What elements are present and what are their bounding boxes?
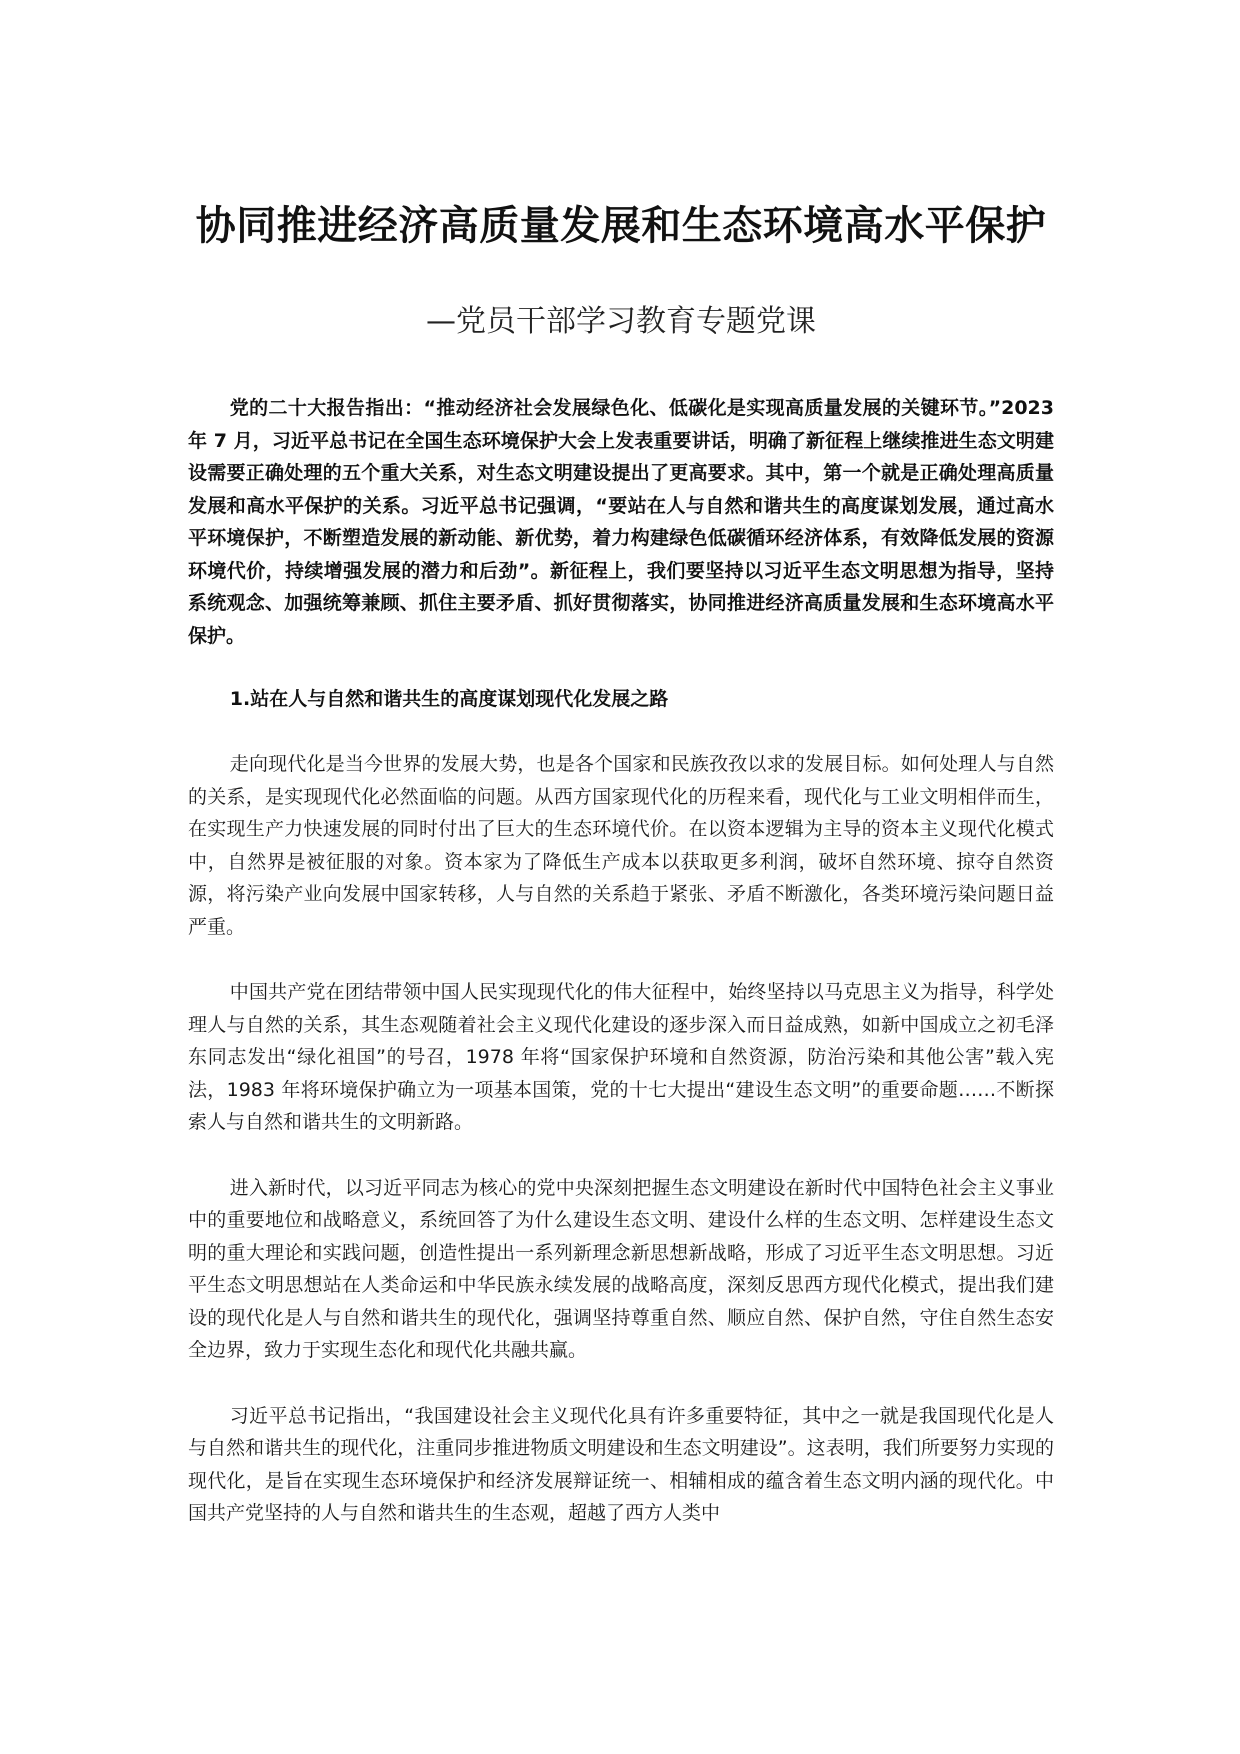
lead-paragraph: 党的二十大报告指出：“推动经济社会发展绿色化、低碳化是实现高质量发展的关键环节。”2023 年 7 月，习近平总书记在全国生态环境保护大会上发表重要讲话，明确了新征程上继续推进生态文明建设需要正确处理的五个重大关系，对生态文明建设提出了更高要求。其中，第一个就是正确处理高质量发展和高水平保护的关系。习近平总书记强调，“要站在人与自然和谐共生的高度谋划发展，通过高水平环境保护，不断塑造发展的新动能、新优势，着力构建绿色低碳循环经济体系，有效降低发展的资源环境代价，持续增强发展的潜力和后劲”。新征程上，我们要坚持以习近平生态文明思想为指导，坚持系统观念、加强统筹兼顾、抓住主要矛盾、抓好贯彻落实，协同推进经济高质量发展和生态环境高水平保护。 <box>188 397 1054 647</box>
body-paragraph-2: 中国共产党在团结带领中国人民实现现代化的伟大征程中，始终坚持以马克思主义为指导，科学处理人与自然的关系，其生态观随着社会主义现代化建设的逐步深入而日益成熟，如新中国成立之初毛泽东同志发出“绿化祖国”的号召，1978 年将“国家保护环境和自然资源，防治污染和其他公害”载入宪法，1983 年将环境保护确立为一项基本国策，党的十七大提出“建设生态文明”的重要命题……不断探索人与自然和谐共生的文明新路。 <box>188 981 1054 1133</box>
document-title: 协同推进经济高质量发展和生态环境高水平保护 <box>195 203 1047 249</box>
body-paragraph-1: 走向现代化是当今世界的发展大势，也是各个国家和民族孜孜以求的发展目标。如何处理人与自然的关系，是实现现代化必然面临的问题。从西方国家现代化的历程来看，现代化与工业文明相伴而生，在实现生产力快速发展的同时付出了巨大的生态环境代价。在以资本逻辑为主导的资本主义现代化模式中，自然界是被征服的对象。资本家为了降低生产成本以获取更多利润，破坏自然环境、掠夺自然资源，将污染产业向发展中国家转移，人与自然的关系趋于紧张、矛盾不断激化，各类环境污染问题日益严重。 <box>188 753 1054 938</box>
body-paragraph-4: 习近平总书记指出，“我国建设社会主义现代化具有许多重要特征，其中之一就是我国现代化是人与自然和谐共生的现代化，注重同步推进物质文明建设和生态文明建设”。这表明，我们所要努力实现的现代化，是旨在实现生态环境保护和经济发展辩证统一、相辅相成的蕴含着生态文明内涵的现代化。中国共产党坚持的人与自然和谐共生的生态观，超越了西方人类中 <box>188 1404 1054 1524</box>
document-subtitle: —党员干部学习教育专题党课 <box>426 304 816 339</box>
body-paragraph-3: 进入新时代，以习近平同志为核心的党中央深刻把握生态文明建设在新时代中国特色社会主义事业中的重要地位和战略意义，系统回答了为什么建设生态文明、建设什么样的生态文明、怎样建设生态文明的重大理论和实践问题，创造性提出一系列新理念新思想新战略，形成了习近平生态文明思想。习近平生态文明思想站在人类命运和中华民族永续发展的战略高度，深刻反思西方现代化模式，提出我们建设的现代化是人与自然和谐共生的现代化，强调坚持尊重自然、顺应自然、保护自然，守住自然生态安全边界，致力于实现生态化和现代化共融共赢。 <box>188 1176 1054 1361</box>
section-heading: 1.站在人与自然和谐共生的高度谋划现代化发展之路 <box>229 688 669 710</box>
